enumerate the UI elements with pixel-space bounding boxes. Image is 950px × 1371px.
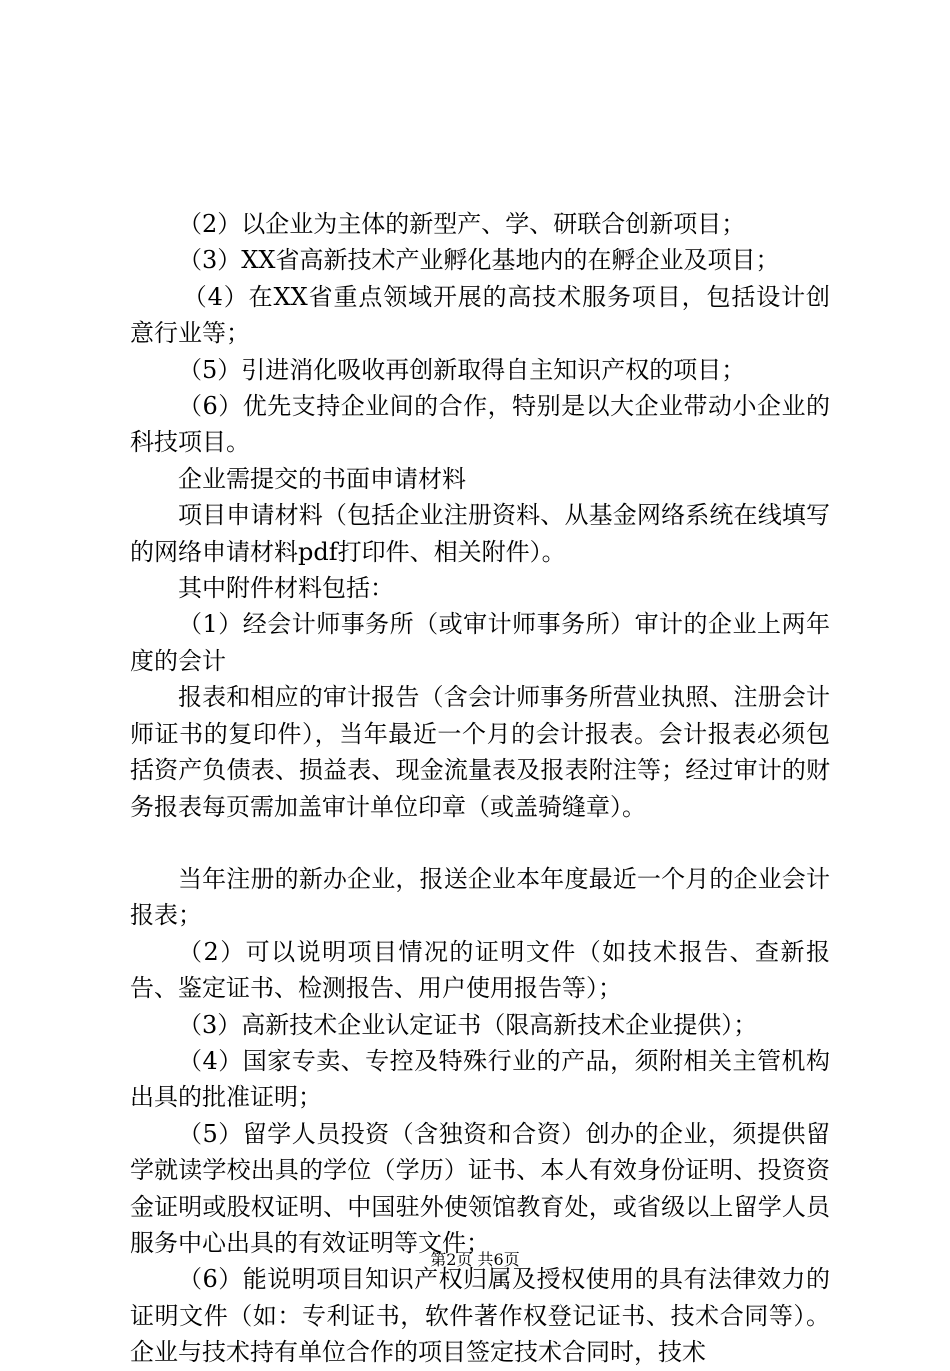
paragraph-attachments-intro: 其中附件材料包括： [178, 574, 394, 603]
paragraph-item-3: （3）XX省高新技术产业孵化基地内的在孵企业及项目； [178, 246, 780, 275]
paragraph-attachment-6: （6）能说明项目知识产权归属及授权使用的具有法律效力的证明文件（如：专利证书，软件著作权登记证书、技术合同等）。企业与技术持有单位合作的项目签定技术合同时，技术 [130, 1265, 830, 1367]
paragraph-item-4: （4）在XX省重点领域开展的高技术服务项目，包括设计创意行业等； [130, 282, 830, 348]
paragraph-attachment-4: （4）国家专卖、专控及特殊行业的产品，须附相关主管机构出具的批准证明； [130, 1046, 830, 1112]
paragraph-attachment-2: （2）可以说明项目情况的证明文件（如技术报告、查新报告、鉴定证书、检测报告、用户使用报告等）； [130, 937, 830, 1003]
paragraph-attachment-1: （1）经会计师事务所（或审计师事务所）审计的企业上两年度的会计 [130, 610, 830, 675]
paragraph-audit-report: 报表和相应的审计报告（含会计师事务所营业执照、注册会计师证书的复印件），当年最近一个月的会计报表。会计报表必须包括资产负债表、损益表、现金流量表及报表附注等；经过审计的财务报表每页需加盖审计单位印章（或盖骑缝章）。 [130, 683, 830, 821]
document-body [130, 206, 830, 1371]
paragraph-item-6: （6）优先支持企业间的合作，特别是以大企业带动小企业的科技项目。 [130, 392, 830, 457]
paragraph-new-enterprise: 当年注册的新办企业，报送企业本年度最近一个月的企业会计报表； [130, 864, 830, 930]
blank-line [130, 825, 830, 861]
paragraph-item-2: （2）以企业为主体的新型产、学、研联合创新项目； [178, 210, 746, 238]
paragraph-attachment-5: （5）留学人员投资（含独资和合资）创办的企业，须提供留学就读学校出具的学位（学历）证书、本人有效身份证明、投资资金证明或股权证明、中国驻外使领馆教育处，或省级以上留学人员服务中心出具的有效证明等文件； [130, 1119, 830, 1257]
page-number: 第2页 共6页 [430, 1250, 520, 1269]
section-heading-materials: 企业需提交的书面申请材料 [178, 464, 466, 493]
paragraph-attachment-3: （3）高新技术企业认定证书（限高新技术企业提供）； [178, 1010, 758, 1039]
paragraph-item-5: （5）引进消化吸收再创新取得自主知识产权的项目； [178, 355, 746, 384]
paragraph-application-materials: 项目申请材料（包括企业注册资料、从基金网络系统在线填写的网络申请材料pdf打印件、相关附件）。 [130, 501, 830, 566]
